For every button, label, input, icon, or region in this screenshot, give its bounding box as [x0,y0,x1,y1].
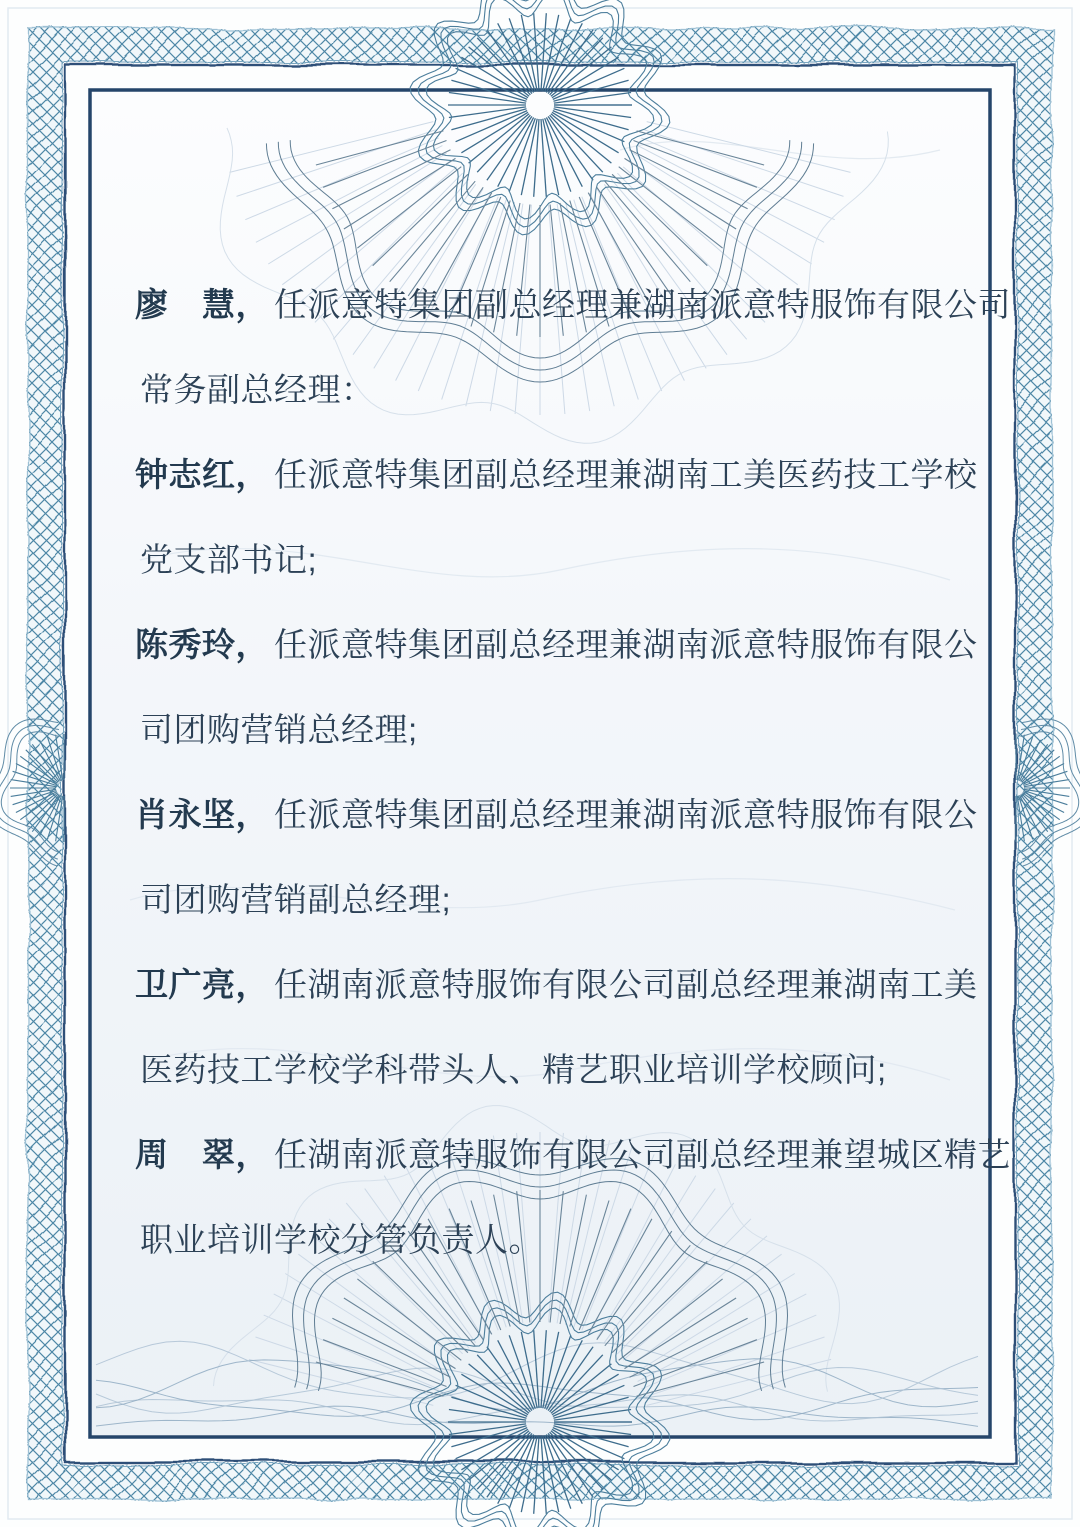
line-text: 职业培训学校分管负责人。 [140,1221,542,1258]
text-line [135,857,1005,942]
text-line [135,517,1005,602]
person-name: 肖永坚， [135,796,269,833]
line-text: 党支部书记; [140,541,318,578]
person-name: 钟志红， [135,456,269,493]
line-text: 任派意特集团副总经理兼湖南工美医药技工学校 [274,456,978,493]
text-line [135,687,1005,772]
person-name: 周 翠， [135,1136,269,1173]
person-name: 廖 慧， [135,286,269,323]
appointment-list [135,262,1011,1282]
text-line [135,1112,1011,1197]
line-text: 任派意特集团副总经理兼湖南派意特服饰有限公 [274,626,978,663]
text-line [135,347,1005,432]
text-line [135,262,1011,347]
person-name: 陈秀玲， [135,626,269,663]
line-text: 常务副总经理： [140,371,375,408]
line-text: 任派意特集团副总经理兼湖南派意特服饰有限公 [274,796,978,833]
person-name: 卫广亮， [135,966,269,1003]
line-text: 司团购营销总经理; [140,711,418,748]
text-line [135,772,1005,857]
text-line [135,1197,1005,1282]
line-text: 任湖南派意特服饰有限公司副总经理兼湖南工美 [274,966,978,1003]
text-line [135,432,1005,517]
line-text: 任派意特集团副总经理兼湖南派意特服饰有限公司 [274,286,1011,323]
line-text: 任湖南派意特服饰有限公司副总经理兼望城区精艺 [274,1136,1011,1173]
text-line [135,602,1005,687]
text-line [135,1027,1005,1112]
text-line [135,942,1005,1027]
line-text: 司团购营销副总经理; [140,881,452,918]
line-text: 医药技工学校学科带头人、精艺职业培训学校顾问; [140,1051,887,1088]
